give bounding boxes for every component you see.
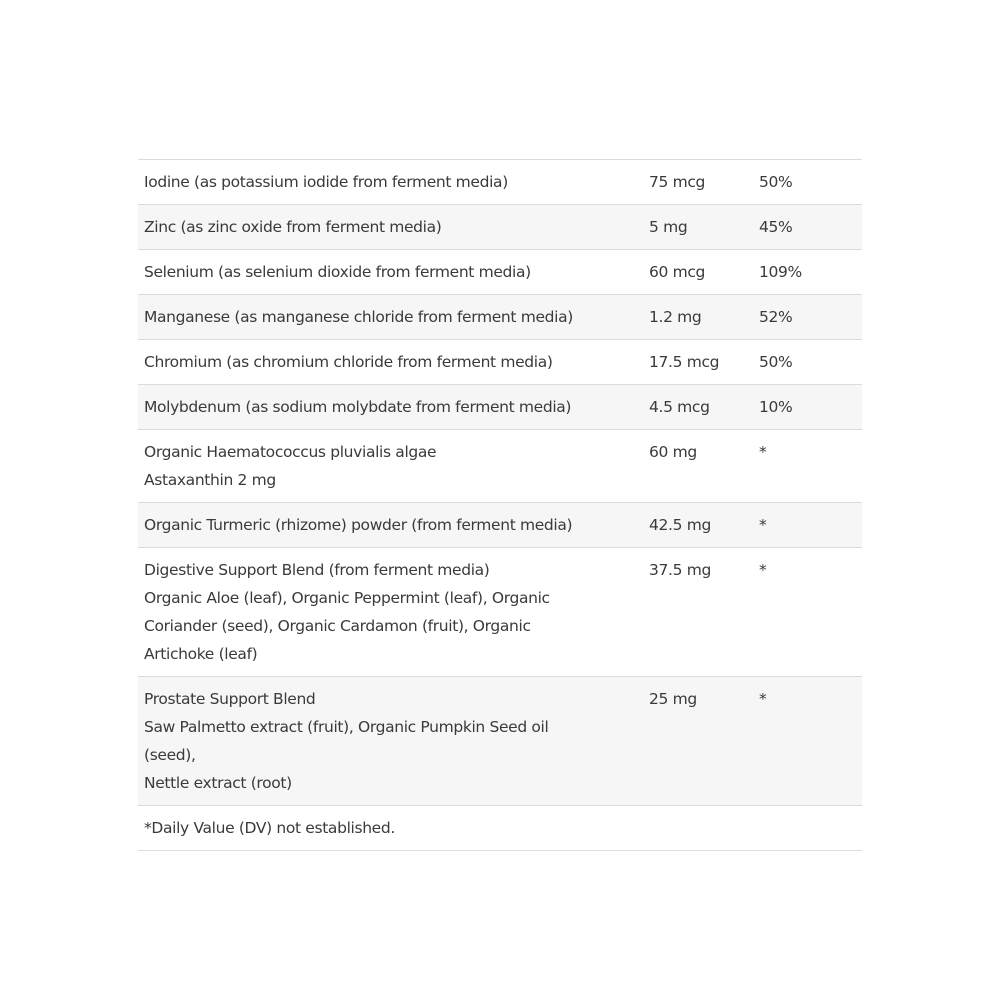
ingredient-detail: Saw Palmetto extract (fruit), Organic Pumpkin Seed oil [144,718,549,736]
amount-cell: 4.5 mcg [643,385,753,430]
daily-value-cell: 10% [753,385,862,430]
daily-value-cell: * [753,548,862,677]
table-row [138,340,862,385]
amount-cell: 25 mg [643,677,753,806]
ingredient-name: Molybdenum (as sodium molybdate from ferment media) [144,398,572,416]
table-row [138,677,862,806]
table-row [138,385,862,430]
table-row [138,160,862,205]
ingredient-name: Selenium (as selenium dioxide from ferment media) [144,263,531,281]
ingredient-detail: Nettle extract (root) [144,774,292,792]
daily-value-cell: 50% [753,160,862,205]
ingredient-cell [138,250,643,295]
ingredient-cell [138,430,643,503]
ingredient-name: Zinc (as zinc oxide from ferment media) [144,218,442,236]
daily-value-cell: 52% [753,295,862,340]
table-row [138,250,862,295]
amount-cell: 42.5 mg [643,503,753,548]
amount-cell: 60 mg [643,430,753,503]
ingredient-cell [138,295,643,340]
ingredient-name: Organic Turmeric (rhizome) powder (from ferment media) [144,516,573,534]
footnote-text: *Daily Value (DV) not established. [138,806,862,851]
amount-cell: 17.5 mcg [643,340,753,385]
ingredient-cell [138,503,643,548]
amount-cell: 75 mcg [643,160,753,205]
table-row [138,430,862,503]
ingredient-detail: (seed), [144,746,196,764]
ingredient-detail: Coriander (seed), Organic Cardamon (fruit), Organic [144,617,531,635]
ingredient-name: Organic Haematococcus pluvialis algae [144,443,437,461]
ingredient-cell [138,205,643,250]
ingredient-cell [138,160,643,205]
ingredient-name: Digestive Support Blend (from ferment media) [144,561,490,579]
ingredient-name: Prostate Support Blend [144,690,316,708]
daily-value-cell: 45% [753,205,862,250]
daily-value-cell: 109% [753,250,862,295]
ingredient-cell [138,385,643,430]
facts-table-body [138,160,862,851]
amount-cell: 37.5 mg [643,548,753,677]
table-row [138,503,862,548]
ingredient-name: Chromium (as chromium chloride from ferment media) [144,353,553,371]
ingredient-name: Manganese (as manganese chloride from ferment media) [144,308,573,326]
amount-cell: 1.2 mg [643,295,753,340]
ingredient-detail: Astaxanthin 2 mg [144,471,276,489]
ingredient-detail: Artichoke (leaf) [144,645,258,663]
table-row [138,295,862,340]
daily-value-cell: * [753,677,862,806]
table-row [138,548,862,677]
amount-cell: 5 mg [643,205,753,250]
amount-cell: 60 mcg [643,250,753,295]
ingredient-cell [138,340,643,385]
ingredient-detail: Organic Aloe (leaf), Organic Peppermint (leaf), Organic [144,589,550,607]
ingredient-cell [138,548,643,677]
daily-value-cell: * [753,503,862,548]
ingredient-cell [138,677,643,806]
footnote-row [138,806,862,851]
table-row [138,205,862,250]
ingredient-name: Iodine (as potassium iodide from ferment media) [144,173,508,191]
supplement-facts-table [138,159,862,851]
daily-value-cell: 50% [753,340,862,385]
daily-value-cell: * [753,430,862,503]
